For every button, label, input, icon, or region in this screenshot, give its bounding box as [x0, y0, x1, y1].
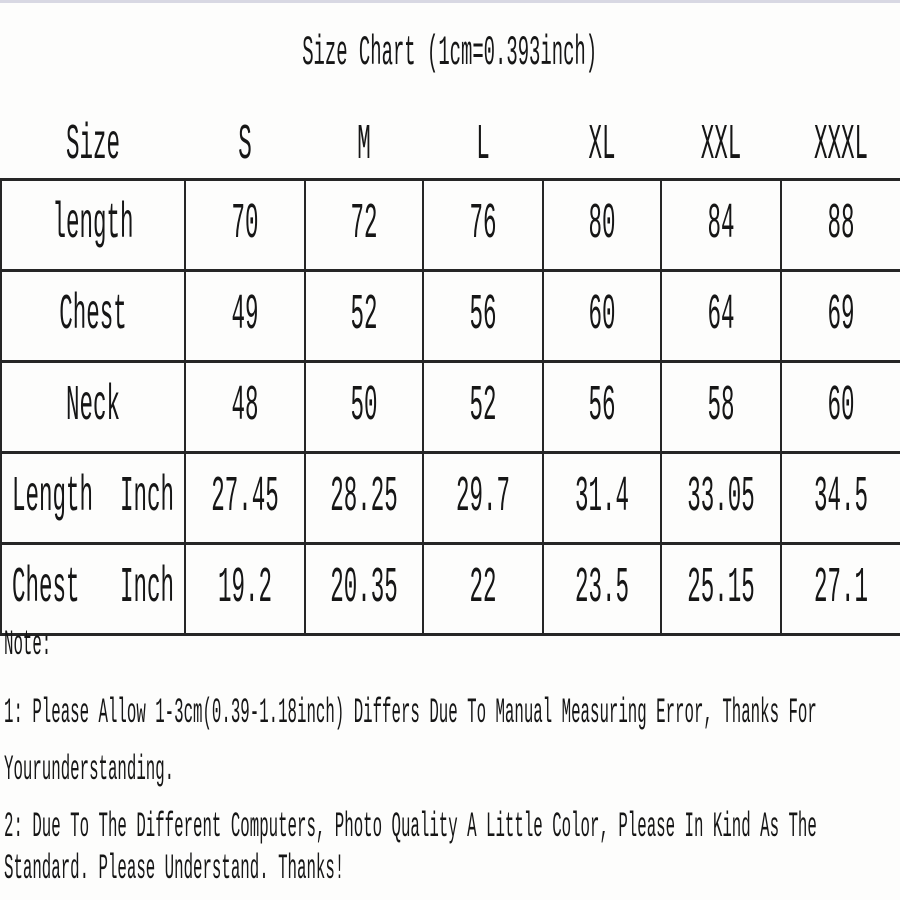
notes-heading-wrap [4, 625, 109, 665]
cell-chest-m: 52 [305, 271, 423, 362]
cell-length-inch-xxl: 33.05 [661, 453, 781, 544]
cell-neck-m: 50 [305, 362, 423, 453]
cell-chest-xxxl: 69 [781, 271, 900, 362]
cell-length-inch-s: 27.45 [185, 453, 305, 544]
header-label-s: S [238, 116, 252, 174]
top-edge-strip [0, 0, 900, 3]
cell-chest-l: 56 [423, 271, 543, 362]
row-label-neck: Neck [1, 362, 185, 453]
cell-chest-xl: 60 [543, 271, 661, 362]
header-label-size: Size [65, 116, 121, 174]
cell-chest-inch-xl: 23.5 [543, 544, 661, 635]
row-label-chest-inch: Chest Inch [1, 544, 185, 635]
note-line-3: 2: Due To The Different Computers, Photo Quality A Little Color, Please In Kind As The [4, 807, 817, 847]
header-label-xxl: XXL [700, 116, 742, 174]
page-title: Size Chart (1cm=0.393inch) [302, 29, 598, 77]
notes-heading: Note: [4, 625, 52, 665]
cell-length-xl: 80 [543, 180, 661, 271]
cell-chest-inch-xxl: 25.15 [661, 544, 781, 635]
cell-length-inch-xl: 31.4 [543, 453, 661, 544]
cell-neck-xxxl: 60 [781, 362, 900, 453]
header-cell-xxl [661, 113, 781, 180]
header-cell-l [423, 113, 543, 180]
note-line-2: Yourunderstanding. [4, 750, 175, 790]
cell-chest-s: 49 [185, 271, 305, 362]
header-label-xl: XL [588, 116, 616, 174]
row-label-length-inch: Length Inch [1, 453, 185, 544]
size-table-wrap [0, 113, 900, 636]
header-label-l: L [476, 116, 490, 174]
note-line-3-wrap [4, 807, 900, 847]
header-label-xxxl: XXXL [813, 116, 869, 174]
table-row-chest [1, 271, 900, 362]
cell-neck-l: 52 [423, 362, 543, 453]
note-line-2-wrap [4, 750, 382, 790]
cell-length-s: 70 [185, 180, 305, 271]
cell-length-l: 76 [423, 180, 543, 271]
header-cell-xl [543, 113, 661, 180]
header-cell-m [305, 113, 423, 180]
cell-length-inch-xxxl: 34.5 [781, 453, 900, 544]
header-label-m: M [357, 116, 371, 174]
table-row-neck [1, 362, 900, 453]
cell-chest-inch-m: 20.35 [305, 544, 423, 635]
cell-chest-xxl: 64 [661, 271, 781, 362]
cell-chest-inch-l: 22 [423, 544, 543, 635]
cell-chest-inch-s: 19.2 [185, 544, 305, 635]
size-table [0, 113, 900, 636]
row-label-chest: Chest [1, 271, 185, 362]
table-row-length [1, 180, 900, 271]
cell-length-xxxl: 88 [781, 180, 900, 271]
page-title-wrap [0, 29, 900, 77]
header-cell-xxxl [781, 113, 900, 180]
cell-length-inch-l: 29.7 [423, 453, 543, 544]
cell-chest-inch-xxxl: 27.1 [781, 544, 900, 635]
header-row [1, 113, 900, 180]
note-line-1: 1: Please Allow 1-3cm(0.39-1.18inch) Differs Due To Manual Measuring Error, Thanks For [4, 693, 817, 733]
note-line-4: Standard. Please Understand. Thanks! [4, 849, 345, 889]
cell-length-m: 72 [305, 180, 423, 271]
table-row-length-inch [1, 453, 900, 544]
table-row-chest-inch [1, 544, 900, 635]
cell-length-inch-m: 28.25 [305, 453, 423, 544]
header-cell-s [185, 113, 305, 180]
row-label-length: length [1, 180, 185, 271]
cell-length-xxl: 84 [661, 180, 781, 271]
cell-neck-s: 48 [185, 362, 305, 453]
note-line-1-wrap [4, 693, 900, 733]
note-line-4-wrap [4, 849, 760, 889]
header-cell-size [1, 113, 185, 180]
cell-neck-xxl: 58 [661, 362, 781, 453]
cell-neck-xl: 56 [543, 362, 661, 453]
